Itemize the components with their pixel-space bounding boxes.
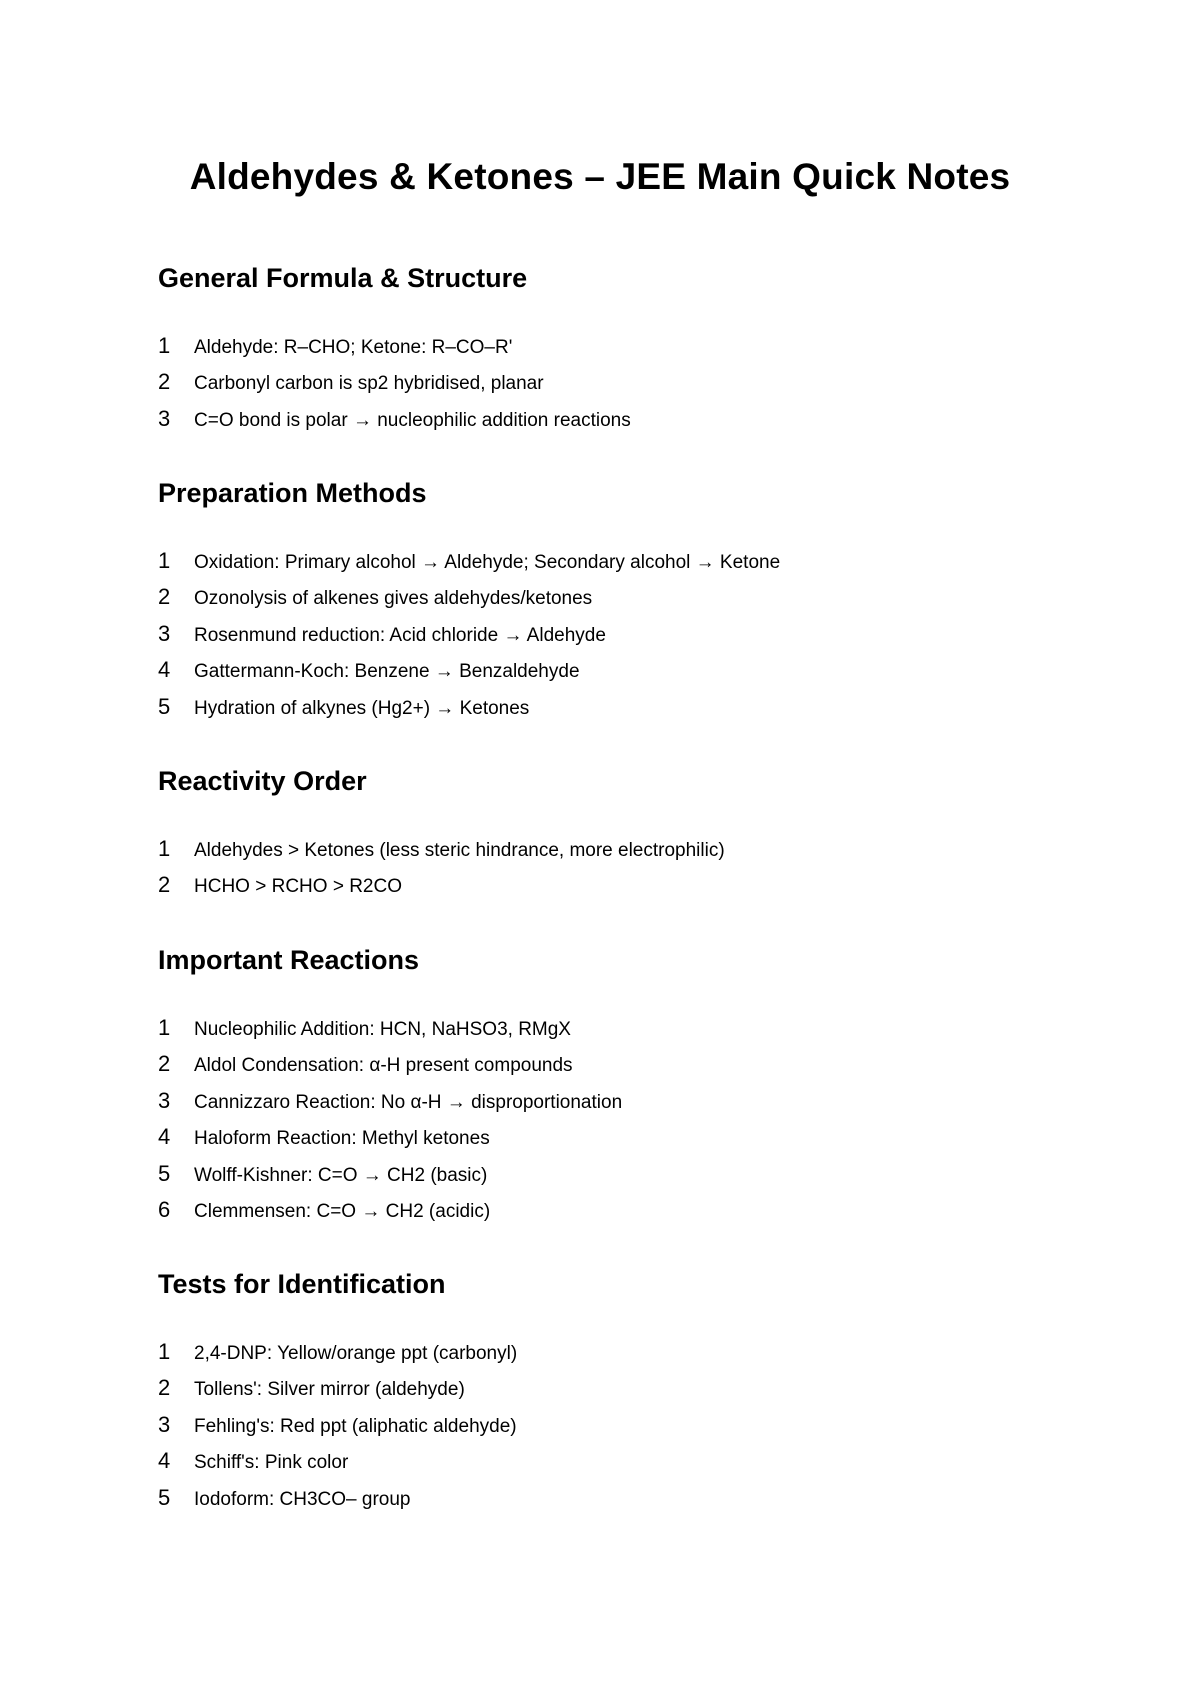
numbered-list [158,831,1058,904]
item-number: 1 [158,1339,171,1364]
section-reactivity-order [158,763,1058,904]
item-text: Oxidation: Primary alcohol → Aldehyde; Secondary alcohol → Ketone [194,552,781,573]
item-number: 4 [158,1124,171,1150]
list-item [158,1480,1058,1516]
list-item [158,364,1058,400]
list-item [158,616,1058,652]
item-text: Tollens': Silver mirror (aldehyde) [194,1379,465,1401]
item-number: 4 [158,657,171,683]
item-number: 2 [158,369,171,395]
item-number: 5 [158,693,171,719]
list-item [158,1119,1058,1155]
section-tests-identification [158,1266,1058,1516]
item-text: Carbonyl carbon is sp2 hybridised, planar [194,373,544,395]
item-text: Cannizzaro Reaction: No α-H → disproportionation [194,1091,623,1113]
list-item [158,689,1058,725]
item-text: Rosenmund reduction: Acid chloride → Aldehyde [194,624,606,646]
section-heading: Preparation Methods [158,478,427,508]
list-item [158,831,1058,867]
item-number: 3 [158,1087,171,1113]
item-number: 3 [158,1411,171,1437]
item-text: Fehling's: Red ppt (aliphatic aldehyde) [194,1415,517,1437]
item-text: C=O bond is polar → nucleophilic addition reactions [194,409,631,431]
item-text: 2,4-DNP: Yellow/orange ppt (carbonyl) [194,1343,518,1364]
item-text: Schiff's: Pink color [194,1452,349,1474]
item-text: Gattermann-Koch: Benzene → Benzaldehyde [194,661,580,683]
list-item [158,1407,1058,1443]
item-number: 1 [158,1015,171,1040]
item-number: 1 [158,836,171,861]
item-text: Iodoform: CH3CO– group [194,1488,411,1510]
numbered-list [158,328,1058,437]
list-item [158,1334,1058,1370]
item-number: 3 [158,620,171,646]
section-heading: Important Reactions [158,945,420,975]
list-item [158,652,1058,688]
item-text: Aldol Condensation: α-H present compounds [194,1055,573,1077]
list-item [158,1046,1058,1082]
numbered-list [158,1010,1058,1228]
item-text: Ozonolysis of alkenes gives aldehydes/ketones [194,588,593,610]
list-item [158,1443,1058,1479]
section-heading: Tests for Identification [158,1269,446,1299]
list-item [158,1083,1058,1119]
item-number: 3 [158,405,171,431]
item-number: 6 [158,1196,171,1222]
item-text: Haloform Reaction: Methyl ketones [194,1128,490,1150]
list-item [158,579,1058,615]
list-item [158,401,1058,437]
item-number: 5 [158,1484,171,1510]
section-heading: General Formula & Structure [158,263,528,293]
list-item [158,1156,1058,1192]
section-important-reactions [158,942,1058,1228]
item-text: HCHO > RCHO > R2CO [194,876,402,898]
item-number: 4 [158,1448,171,1474]
item-number: 1 [158,548,171,573]
list-item [158,1192,1058,1228]
item-number: 2 [158,872,171,898]
list-item [158,328,1058,364]
item-text: Wolff-Kishner: C=O → CH2 (basic) [194,1164,488,1186]
section-general-formula [158,260,1058,437]
numbered-list [158,1334,1058,1516]
item-number: 2 [158,1375,171,1401]
list-item [158,867,1058,903]
item-number: 1 [158,333,171,358]
numbered-list [158,543,1058,725]
list-item [158,1370,1058,1406]
item-number: 2 [158,584,171,610]
list-item [158,1010,1058,1046]
item-text: Aldehyde: R–CHO; Ketone: R–CO–R' [194,337,513,358]
item-number: 5 [158,1160,171,1186]
item-text: Aldehydes > Ketones (less steric hindrance, more electrophilic) [194,840,725,861]
list-item [158,543,1058,579]
item-number: 2 [158,1051,171,1077]
section-heading: Reactivity Order [158,766,367,796]
item-text: Clemmensen: C=O → CH2 (acidic) [194,1200,491,1222]
section-preparation-methods [158,475,1058,725]
item-text: Hydration of alkynes (Hg2+) → Ketones [194,697,530,719]
page-title: Aldehydes & Ketones – JEE Main Quick Notes [189,156,1011,197]
item-text: Nucleophilic Addition: HCN, NaHSO3, RMgX [194,1019,571,1040]
